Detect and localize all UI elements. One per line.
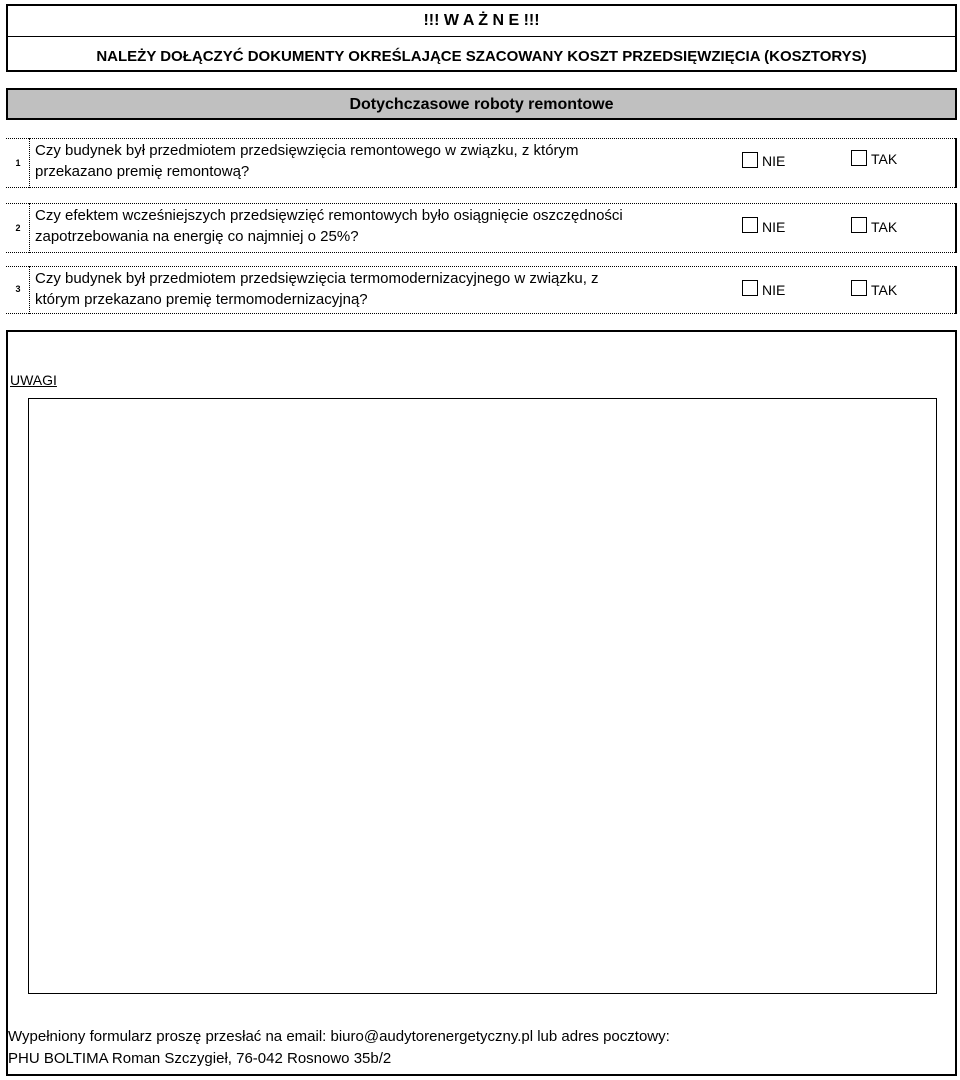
question-row-3 (6, 266, 957, 314)
question-text-line-1: Czy efektem wcześniejszych przedsięwzięć remontowych było osiągnięcie oszczędności (35, 207, 623, 224)
no-label: NIE (762, 219, 786, 235)
no-label: NIE (762, 282, 786, 298)
question-text (35, 268, 715, 310)
question-row-1 (6, 138, 957, 188)
yes-label: TAK (871, 151, 898, 167)
question-row-2 (6, 203, 957, 253)
remarks-label: UWAGI (10, 372, 57, 388)
yes-label: TAK (871, 282, 898, 298)
question-number: 2 (15, 223, 21, 233)
question-text (35, 205, 715, 247)
no-checkbox[interactable] (742, 152, 758, 168)
question-text (35, 140, 715, 182)
remarks-field[interactable] (28, 398, 937, 994)
question-text-line-1: Czy budynek był przedmiotem przedsięwzięcia termomodernizacyjnego w związku, z (35, 270, 599, 287)
question-text-line-2: zapotrzebowania na energię co najmniej o 25%? (35, 228, 359, 245)
question-number: 3 (15, 284, 21, 294)
section-title: Dotychczasowe roboty remontowe (349, 96, 614, 113)
remarks-section (6, 330, 957, 1076)
notice-title: !!! W A Ż N E !!! (423, 12, 540, 29)
question-text-line-2: którym przekazano premię termomodernizacyjną? (35, 291, 368, 308)
yes-checkbox[interactable] (851, 150, 867, 166)
yes-label: TAK (871, 219, 898, 235)
notice-divider (8, 36, 955, 37)
question-text-line-2: przekazano premię remontową? (35, 163, 250, 180)
footer-address: PHU BOLTIMA Roman Szczygieł, 76-042 Rosnowo 35b/2 (8, 1050, 392, 1067)
section-header (6, 88, 957, 120)
footer-instructions: Wypełniony formularz proszę przesłać na email: biuro@audytorenergetyczny.pl lub adres pocztowy: (8, 1028, 670, 1045)
question-text-line-1: Czy budynek był przedmiotem przedsięwzięcia remontowego w związku, z którym (35, 142, 579, 159)
no-checkbox[interactable] (742, 217, 758, 233)
no-checkbox[interactable] (742, 280, 758, 296)
important-notice (6, 4, 957, 72)
yes-checkbox[interactable] (851, 280, 867, 296)
yes-checkbox[interactable] (851, 217, 867, 233)
notice-text: NALEŻY DOŁĄCZYĆ DOKUMENTY OKREŚLAJĄCE SZACOWANY KOSZT PRZEDSIĘWZIĘCIA (KOSZTORYS) (96, 48, 867, 65)
no-label: NIE (762, 153, 786, 169)
question-number: 1 (15, 158, 21, 168)
